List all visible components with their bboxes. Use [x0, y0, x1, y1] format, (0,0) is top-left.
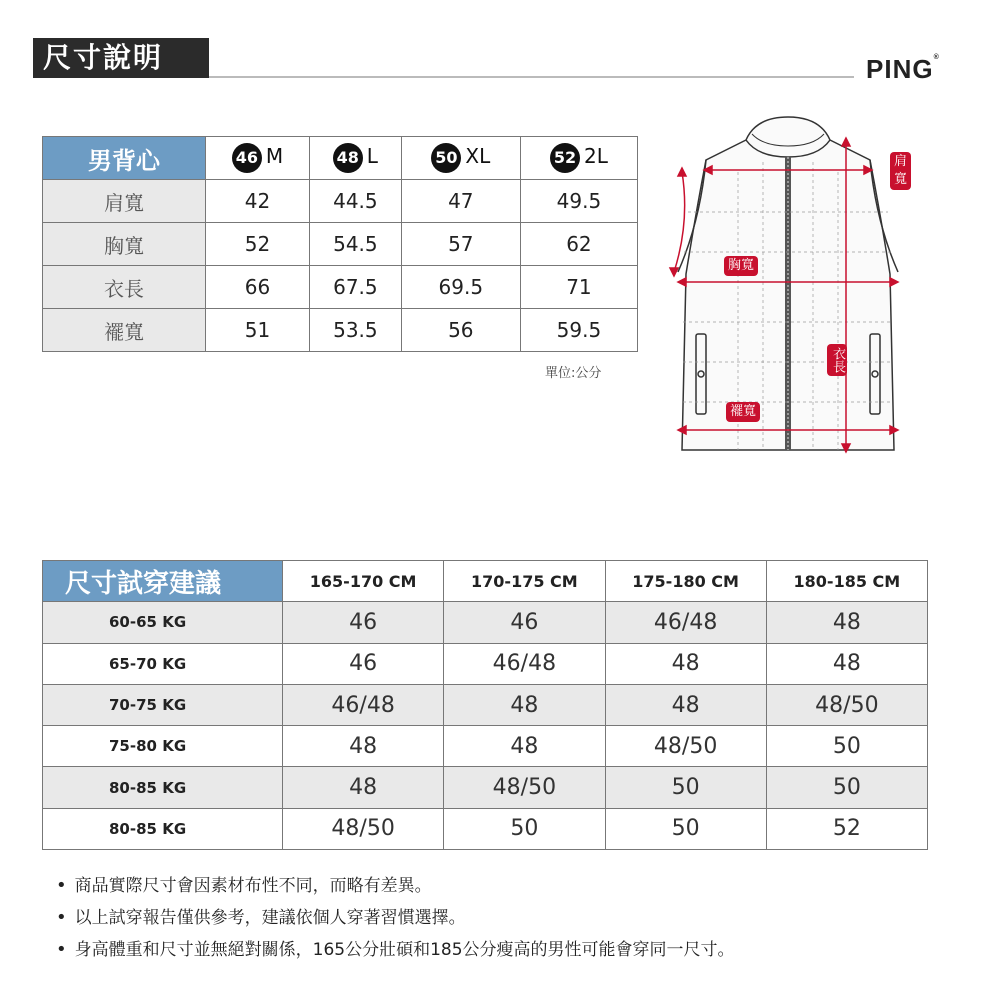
table-row [43, 767, 928, 808]
fit-table-corner: 尺寸試穿建議 [43, 561, 283, 602]
hem-width-tag: 襬寬 [726, 402, 760, 422]
vest-illustration [668, 112, 908, 457]
size-table-header [43, 137, 638, 180]
notes-list [56, 870, 735, 966]
table-row [43, 223, 638, 266]
vest-diagram [668, 112, 908, 457]
table-cell: 50 [766, 726, 927, 767]
table-cell: 44.5 [309, 180, 401, 223]
length-tag: 衣長 [827, 344, 847, 376]
table-cell: 48/50 [283, 808, 444, 849]
table-cell: 46/48 [283, 684, 444, 725]
table-cell: 59.5 [520, 309, 637, 352]
table-cell: 49.5 [520, 180, 637, 223]
size-number-badge: 50 [431, 143, 461, 173]
table-cell: 48 [766, 643, 927, 684]
table-row [43, 808, 928, 849]
brand-name: PING [866, 54, 934, 84]
table-row [43, 726, 928, 767]
note-item: • 商品實際尺寸會因素材布性不同，而略有差異。 [56, 870, 735, 902]
row-label: 肩寬 [43, 180, 206, 223]
size-header [206, 137, 310, 180]
table-cell: 46 [444, 602, 605, 643]
table-cell: 46 [283, 602, 444, 643]
table-row [43, 643, 928, 684]
table-cell: 47 [401, 180, 520, 223]
table-row [43, 180, 638, 223]
size-letter: 2L [583, 144, 608, 168]
size-header [520, 137, 637, 180]
brand-logo: PING® [866, 54, 940, 84]
table-row [43, 684, 928, 725]
table-cell: 42 [206, 180, 310, 223]
table-cell: 48 [444, 726, 605, 767]
height-header: 175-180 CM [605, 561, 766, 602]
height-header: 165-170 CM [283, 561, 444, 602]
table-cell: 52 [766, 808, 927, 849]
table-cell: 48 [283, 726, 444, 767]
table-cell: 48 [605, 684, 766, 725]
height-header: 170-175 CM [444, 561, 605, 602]
size-letter: XL [465, 144, 491, 168]
table-cell: 48 [766, 602, 927, 643]
table-cell: 50 [766, 767, 927, 808]
size-table [42, 136, 638, 352]
table-cell: 66 [206, 266, 310, 309]
size-number-badge: 46 [232, 143, 262, 173]
table-cell: 46 [283, 643, 444, 684]
table-cell: 56 [401, 309, 520, 352]
weight-label: 80-85 KG [43, 767, 283, 808]
table-cell: 50 [605, 808, 766, 849]
table-row [43, 266, 638, 309]
weight-label: 60-65 KG [43, 602, 283, 643]
table-cell: 50 [605, 767, 766, 808]
table-cell: 48 [283, 767, 444, 808]
row-label: 襬寬 [43, 309, 206, 352]
note-item: • 身高體重和尺寸並無絕對關係，165公分壯碩和185公分瘦高的男性可能會穿同一尺寸。 [56, 934, 735, 966]
unit-note: 單位:公分 [545, 366, 602, 381]
weight-label: 75-80 KG [43, 726, 283, 767]
header-divider [209, 76, 854, 78]
size-number-badge: 52 [550, 143, 580, 173]
table-row [43, 602, 928, 643]
shoulder-width-tag: 肩寬 [890, 152, 911, 190]
table-cell: 62 [520, 223, 637, 266]
table-cell: 48/50 [444, 767, 605, 808]
weight-label: 80-85 KG [43, 808, 283, 849]
table-cell: 71 [520, 266, 637, 309]
size-letter: L [366, 144, 378, 168]
table-cell: 46/48 [444, 643, 605, 684]
table-cell: 69.5 [401, 266, 520, 309]
table-cell: 48/50 [605, 726, 766, 767]
table-cell: 48/50 [766, 684, 927, 725]
table-cell: 52 [206, 223, 310, 266]
size-letter: M [265, 144, 284, 168]
row-label: 衣長 [43, 266, 206, 309]
weight-label: 65-70 KG [43, 643, 283, 684]
size-header [309, 137, 401, 180]
table-cell: 50 [444, 808, 605, 849]
note-item: • 以上試穿報告僅供參考，建議依個人穿著習慣選擇。 [56, 902, 735, 934]
weight-label: 70-75 KG [43, 684, 283, 725]
table-cell: 46/48 [605, 602, 766, 643]
size-table-corner: 男背心 [43, 137, 206, 180]
row-label: 胸寬 [43, 223, 206, 266]
size-number-badge: 48 [333, 143, 363, 173]
table-cell: 67.5 [309, 266, 401, 309]
table-cell: 48 [444, 684, 605, 725]
fit-table-header [43, 561, 928, 602]
table-cell: 51 [206, 309, 310, 352]
size-header [401, 137, 520, 180]
table-cell: 57 [401, 223, 520, 266]
table-cell: 48 [605, 643, 766, 684]
fit-table [42, 560, 928, 850]
table-cell: 54.5 [309, 223, 401, 266]
chest-width-tag: 胸寬 [724, 256, 758, 276]
table-cell: 53.5 [309, 309, 401, 352]
table-row [43, 309, 638, 352]
page-title: 尺寸說明 [33, 38, 209, 78]
height-header: 180-185 CM [766, 561, 927, 602]
